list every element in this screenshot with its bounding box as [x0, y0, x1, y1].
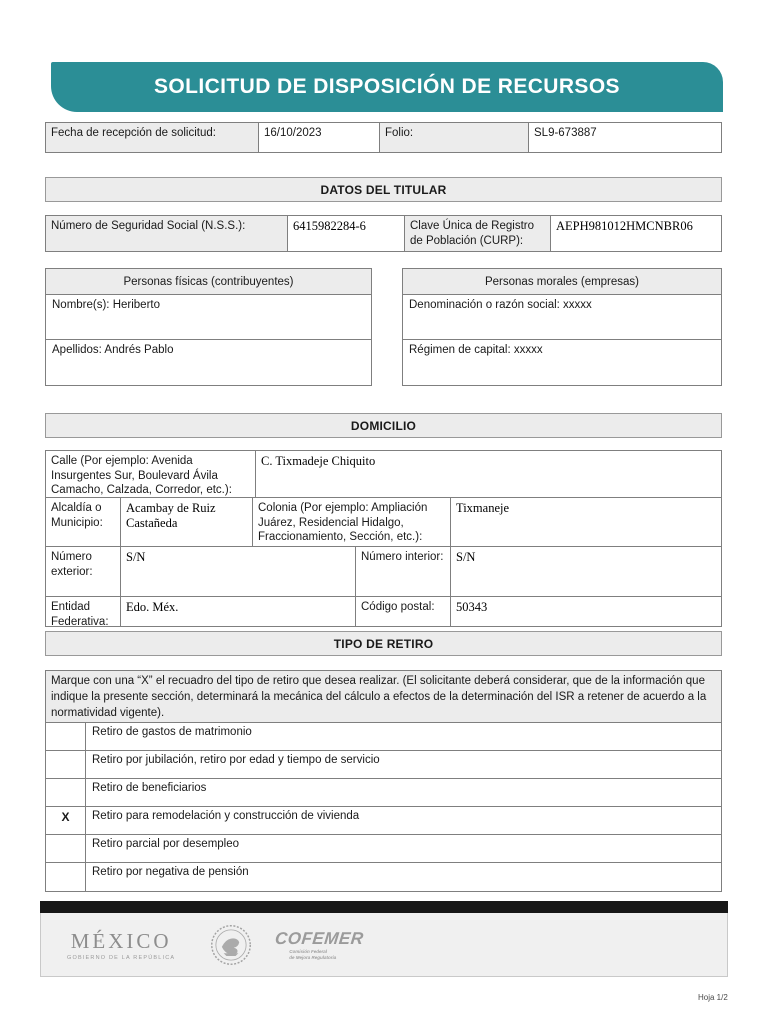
- nss-value: 6415982284-6: [288, 216, 405, 251]
- section-datos-titular: [45, 177, 722, 202]
- codigo-postal-label: Código postal:: [356, 597, 451, 626]
- apellidos-field: Apellidos: Andrés Pablo: [52, 344, 174, 356]
- retiro-option-label: Retiro de gastos de matrimonio: [92, 726, 252, 738]
- cofemer-wordmark: COFEMER: [274, 928, 365, 948]
- footer-logos-strip: [40, 913, 728, 977]
- footer-black-bar: [40, 901, 728, 913]
- reception-table: [45, 122, 722, 153]
- folio-label: Folio:: [380, 123, 529, 152]
- page-number: Hoja 1/2: [698, 993, 728, 1002]
- retiro-option-row: [46, 751, 721, 779]
- numero-exterior-label: Número exterior:: [46, 547, 121, 596]
- cofemer-subtitle-line1: Comisión Federal: [289, 948, 328, 954]
- personas-morales-header: Personas morales (empresas): [403, 269, 721, 295]
- retiro-option-row: [46, 807, 721, 835]
- gobierno-subtitle: GOBIERNO DE LA REPÚBLICA: [67, 954, 176, 961]
- curp-value: AEPH981012HMCNBR06: [556, 219, 693, 233]
- retiro-option-label: Retiro para remodelación y construcción de vivienda: [92, 810, 360, 822]
- retiro-option-row: [46, 835, 721, 863]
- section-tipo-retiro: [45, 631, 722, 656]
- retiro-option-row: [46, 863, 721, 891]
- regimen-field: Régimen de capital: xxxxx: [409, 344, 543, 356]
- colonia-value: Tixmaneje: [456, 501, 510, 515]
- numero-interior-value: S/N: [456, 550, 476, 564]
- retiro-checkbox-marked: X: [46, 807, 86, 834]
- personas-fisicas-header: Personas físicas (contribuyentes): [46, 269, 371, 295]
- numero-exterior-value: S/N: [121, 547, 356, 596]
- personas-morales-box: [402, 268, 722, 386]
- retiro-checkbox: [46, 723, 86, 750]
- alcaldia-label: Alcaldía o Municipio:: [46, 498, 121, 546]
- nss-curp-table: [45, 215, 722, 252]
- mexico-wordmark: MÉXICO: [70, 928, 172, 953]
- retiro-checkbox: [46, 779, 86, 806]
- calle-value: C. Tixmadeje Chiquito: [261, 454, 376, 468]
- mexico-gobierno-logo: [67, 929, 175, 961]
- entidad-label: Entidad Federativa:: [46, 597, 121, 626]
- form-title-banner: [51, 62, 723, 112]
- section-domicilio: [45, 413, 722, 438]
- denominacion-field: Denominación o razón social: xxxxx: [403, 295, 721, 340]
- section-datos-titular-title: DATOS DEL TITULAR: [320, 182, 447, 197]
- mexican-eagle-seal-icon: [209, 923, 253, 967]
- entidad-value: Edo. Méx.: [121, 597, 356, 626]
- fecha-recepcion-label: Fecha de recepción de solicitud:: [46, 123, 259, 152]
- folio-value: SL9-673887: [534, 127, 597, 139]
- cofemer-logo: [275, 929, 364, 961]
- nombre-field: Nombre(s): Heriberto: [46, 295, 371, 340]
- retiro-checkbox: [46, 863, 86, 891]
- numero-interior-label: Número interior:: [356, 547, 451, 596]
- retiro-option-row: [46, 779, 721, 807]
- retiro-option-label: Retiro de beneficiarios: [92, 782, 207, 794]
- personas-fisicas-box: [45, 268, 372, 386]
- retiro-option-label: Retiro por jubilación, retiro por edad y tiempo de servicio: [92, 754, 380, 766]
- calle-label: Calle (Por ejemplo: Avenida Insurgentes Sur, Boulevard Ávila Camacho, Calzada, Corredor, etc.):: [46, 451, 256, 497]
- section-tipo-retiro-title: TIPO DE RETIRO: [333, 636, 434, 651]
- curp-label: Clave Única de Registro de Población (CURP):: [405, 216, 551, 251]
- retiro-option-row: [46, 723, 721, 751]
- alcaldia-value: Acambay de Ruiz Castañeda: [121, 498, 253, 546]
- retiro-checkbox: [46, 751, 86, 778]
- retiro-checkbox: [46, 835, 86, 862]
- retiro-instructions: Marque con una “X” el recuadro del tipo de retiro que desea realizar. (El solicitante deberá considerar, que de la información que indique la presente sección, determinará la mecánica del cálculo a efectos de la determinación del ISR a retener de acuerdo a la normatividad vigente).: [45, 670, 722, 724]
- page-title: SOLICITUD DE DISPOSICIÓN DE RECURSOS: [154, 75, 620, 98]
- retiro-option-label: Retiro por negativa de pensión: [92, 866, 249, 878]
- codigo-postal-value: 50343: [456, 600, 488, 614]
- fecha-recepcion-value: 16/10/2023: [259, 123, 380, 152]
- nss-label: Número de Seguridad Social (N.S.S.):: [46, 216, 288, 251]
- address-table: [45, 450, 722, 627]
- section-domicilio-title: DOMICILIO: [350, 418, 417, 433]
- retiro-option-label: Retiro parcial por desempleo: [92, 838, 240, 850]
- retiro-options-table: [45, 722, 722, 892]
- cofemer-subtitle-line2: de Mejora Regulatoria: [289, 954, 337, 960]
- colonia-label: Colonia (Por ejemplo: Ampliación Juárez, Residencial Hidalgo, Fraccionamiento, Sección, etc.):: [253, 498, 451, 546]
